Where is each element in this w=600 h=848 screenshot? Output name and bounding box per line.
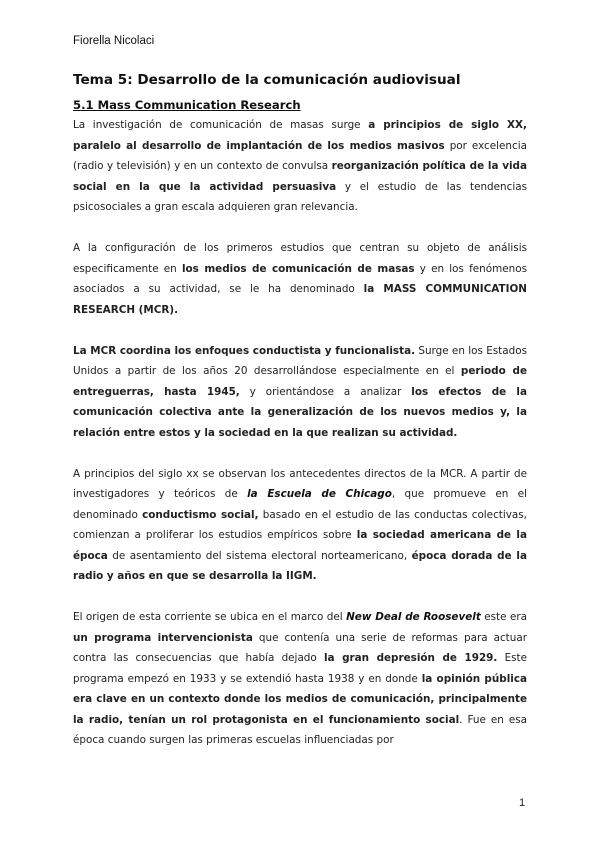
emphasis-text: la sociedad americana de la época bbox=[73, 529, 527, 562]
body-text: La investigación de comunicación de masas surge bbox=[73, 119, 369, 131]
body-text: , que promueve en el denominado bbox=[73, 488, 527, 521]
body-text: este era bbox=[480, 611, 527, 623]
emphasis-text: la MASS COMMUNICATION RESEARCH (MCR). bbox=[73, 283, 527, 316]
emphasis-text: la gran depresión de 1929. bbox=[323, 652, 498, 664]
paragraph bbox=[73, 341, 527, 444]
page-number: 1 bbox=[519, 797, 526, 809]
body-text: A principios del siglo xx se observan los antecedentes directos de la MCR. A partir de investigadores y teóricos de bbox=[73, 467, 527, 500]
body-text: y en los fenómenos asociados a su actividad, se le ha denominado bbox=[73, 262, 527, 295]
document-author: Fiorella Nicolaci bbox=[73, 35, 155, 47]
emphasis-text: época dorada de la radio y años en que se desarrolla la IIGM. bbox=[73, 549, 527, 582]
emphasis-text: periodo de entreguerras, hasta 1945, bbox=[73, 365, 527, 398]
paragraph bbox=[73, 607, 527, 751]
paragraph bbox=[73, 115, 527, 218]
emphasis-text: los efectos de la comunicación colectiva ante la generalización de los nuevos medios y, la relación entre estos y la sociedad en la que realizan su actividad. bbox=[73, 385, 527, 439]
body-text: Este programa empezó en 1933 y se extendió hasta 1938 y en donde bbox=[73, 652, 528, 685]
emphasis-text: la Escuela de Chicago bbox=[247, 488, 392, 500]
body-text: que contenía una serie de reformas para actuar contra las consecuencias que había dejado bbox=[73, 631, 527, 664]
paragraph bbox=[73, 238, 527, 320]
body-text: El origen de esta corriente se ubica en el marco del bbox=[73, 611, 347, 623]
document-body bbox=[73, 70, 527, 751]
body-text: A la configuración de los primeros estudios que centran su objeto de análisis especificamente en bbox=[73, 242, 527, 275]
emphasis-text: los medios de comunicación de masas bbox=[181, 262, 415, 275]
emphasis-text: La MCR coordina los enfoques conductista y funcionalista. bbox=[73, 344, 416, 357]
emphasis-text: New Deal de Roosevelt bbox=[346, 611, 481, 623]
body-text: de asentamiento del sistema electoral norteamericano, bbox=[107, 549, 412, 562]
body-text: y el estudio de las tendencias psicosociales a gran escala adquieren gran relevancia. bbox=[73, 180, 528, 213]
paragraph bbox=[73, 464, 527, 587]
body-text: . Fue en esa época cuando surgen las primeras escuelas influenciadas por bbox=[73, 713, 527, 746]
emphasis-text: conductismo social, bbox=[142, 508, 259, 521]
emphasis-text: a principios de siglo XX, paralelo al desarrollo de implantación de los medios masivos bbox=[73, 119, 527, 152]
emphasis-text: reorganización política de la vida social en la que la actividad persuasiva bbox=[73, 160, 527, 193]
body-text: basado en el estudio de las conductas colectivas, comienzan a proliferar los estudios empíricos sobre bbox=[73, 508, 527, 541]
body-text: y orientándose a analizar bbox=[239, 385, 412, 398]
body-text: Surge en los Estados Unidos a partir de los años 20 desarrollándose especialmente en el bbox=[73, 344, 527, 377]
section-title: 5.1 Mass Communication Research bbox=[73, 98, 301, 112]
chapter-title: Tema 5: Desarrollo de la comunicación audiovisual bbox=[73, 72, 461, 88]
emphasis-text: un programa intervencionista bbox=[73, 631, 253, 644]
emphasis-text: la opinión pública era clave en un contexto donde los medios de comunicación, principalmente la radio, tenían un rol protagonista en el funcionamiento social bbox=[73, 672, 527, 726]
body-text: por excelencia (radio y televisión) y en un contexto de convulsa bbox=[73, 139, 527, 172]
